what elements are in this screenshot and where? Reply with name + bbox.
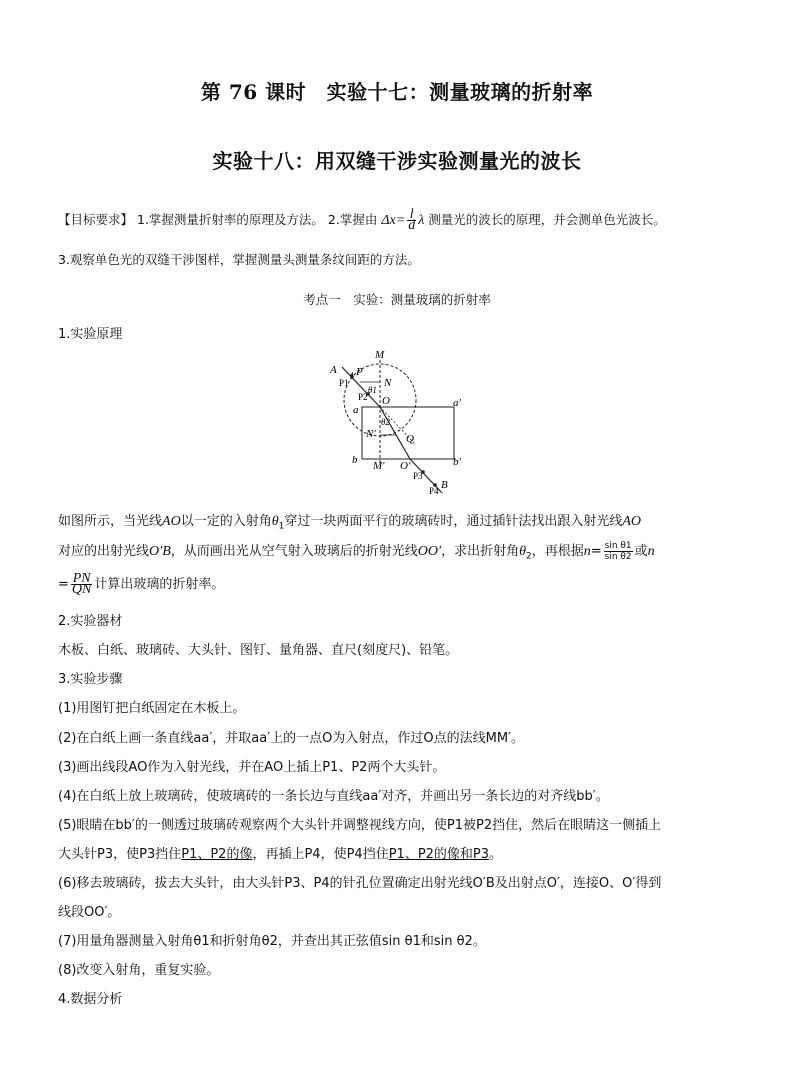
- step-4: (4)在白纸上放上玻璃砖，使玻璃砖的一条长边与直线aa′对齐，并画出另一条长边的对齐线bb′。: [58, 789, 609, 804]
- label-a-prime: a′: [453, 397, 461, 409]
- label-a-point: A: [330, 364, 337, 376]
- label-q: Q: [406, 433, 414, 445]
- step-5-line-2: 大头针P3，使P3挡住P1、P2的像，再插上P4，使P4挡住P1、P2的像和P3。: [58, 847, 503, 862]
- steps-heading: 3.实验步骤: [58, 672, 123, 687]
- goal-item-2-post: 测量光的波长的原理，并会测单色光波长。: [428, 212, 666, 227]
- label-p3: P3: [413, 471, 423, 481]
- label-theta2: θ2: [381, 417, 390, 427]
- step-1: (1)用图钉把白纸固定在木板上。: [58, 701, 246, 716]
- materials-heading: 2.实验器材: [58, 614, 123, 629]
- goal-item-1: 1.掌握测量折射率的原理及方法。: [137, 212, 324, 227]
- label-p4: P4: [429, 486, 439, 496]
- formula-lhs: Δx=: [381, 213, 406, 228]
- label-n-prime: N′: [366, 428, 376, 440]
- label-b: b: [352, 454, 358, 466]
- label-b-point: B: [441, 479, 448, 491]
- principle-line-1: 如图所示，当光线AO以一定的入射角$\theta_1$穿过一块两面平行的玻璃砖时，通过插针法找出跟入射光线AO: [58, 514, 642, 532]
- pin-p1: [350, 375, 354, 379]
- principle-line-3: = $\frac{PN}{QN}$ 计算出玻璃的折射率。: [58, 571, 225, 597]
- principle-line-2: 对应的出射光线O′B，从而画出光从空气射入玻璃后的折射光线OO′，求出折射角$\theta_2$，再根据n= $\frac{\text{sin θ1}}{\text{sin θ2}}$ 或n: [58, 541, 655, 562]
- step-5-line-1: (5)眼睛在bb′的一侧透过玻璃砖观察两个大头针并调整视线方向，使P1被P2挡住，然后在眼睛这一侧插上: [58, 818, 662, 833]
- section-heading: 考点一 实验：测量玻璃的折射率: [303, 292, 491, 307]
- label-o-prime: O′: [400, 460, 411, 472]
- label-a: a: [353, 404, 359, 416]
- goal-item-3: 3.观察单色光的双缝干涉图样，掌握测量头测量条纹间距的方法。: [58, 252, 420, 267]
- formula-lambda: λ: [418, 213, 425, 228]
- label-o: O: [382, 395, 390, 407]
- goal-item-2-pre: 2.掌握由: [327, 212, 378, 227]
- step-7: (7)用量角器测量入射角θ1和折射角θ2，并查出其正弦值sin θ1和sin θ2。: [58, 934, 486, 949]
- label-n: N: [384, 377, 392, 389]
- title-line-2: 实验十八：用双缝干涉实验测量光的波长: [212, 149, 582, 173]
- ratio-fraction: $\frac{PN}{QN}$: [71, 571, 92, 597]
- label-p1: P1: [339, 378, 349, 388]
- label-m-prime: M′: [373, 460, 385, 472]
- step-6-line-1: (6)移去玻璃砖，拔去大头针，由大头针P3、P4的针孔位置确定出射光线O′B及出射点O′，连接O、O′得到: [58, 876, 662, 891]
- label-m: M: [375, 349, 385, 361]
- principle-heading: 1.实验原理: [58, 327, 123, 342]
- refraction-diagram: [320, 345, 480, 500]
- formula-fraction: $\frac{l}{d}$: [408, 207, 416, 233]
- snell-fraction: $\frac{\text{sin θ1}}{\text{sin θ2}}$: [604, 541, 632, 562]
- label-p: P: [356, 366, 363, 378]
- analysis-heading: 4.数据分析: [58, 992, 123, 1007]
- step-2: (2)在白纸上画一条直线aa′，并取aa′上的一点O为入射点，作过O点的法线MM′。: [58, 731, 525, 746]
- label-theta1: θ1: [368, 385, 377, 395]
- step-3: (3)画出线段AO作为入射光线，并在AO上插上P1、P2两个大头针。: [58, 760, 446, 775]
- goals-line-1: [58, 207, 666, 233]
- step-6-line-2: 线段OO′。: [58, 905, 121, 920]
- label-p2: P2: [358, 392, 368, 402]
- goals-label: 【目标要求】: [58, 212, 134, 227]
- step-8: (8)改变入射角，重复实验。: [58, 963, 220, 978]
- title-line-1: 第 76 课时 实验十七：测量玻璃的折射率: [200, 80, 594, 104]
- label-b-prime: b′: [453, 456, 461, 468]
- materials-text: 木板、白纸、玻璃砖、大头针、图钉、量角器、直尺(刻度尺)、铅笔。: [58, 643, 459, 658]
